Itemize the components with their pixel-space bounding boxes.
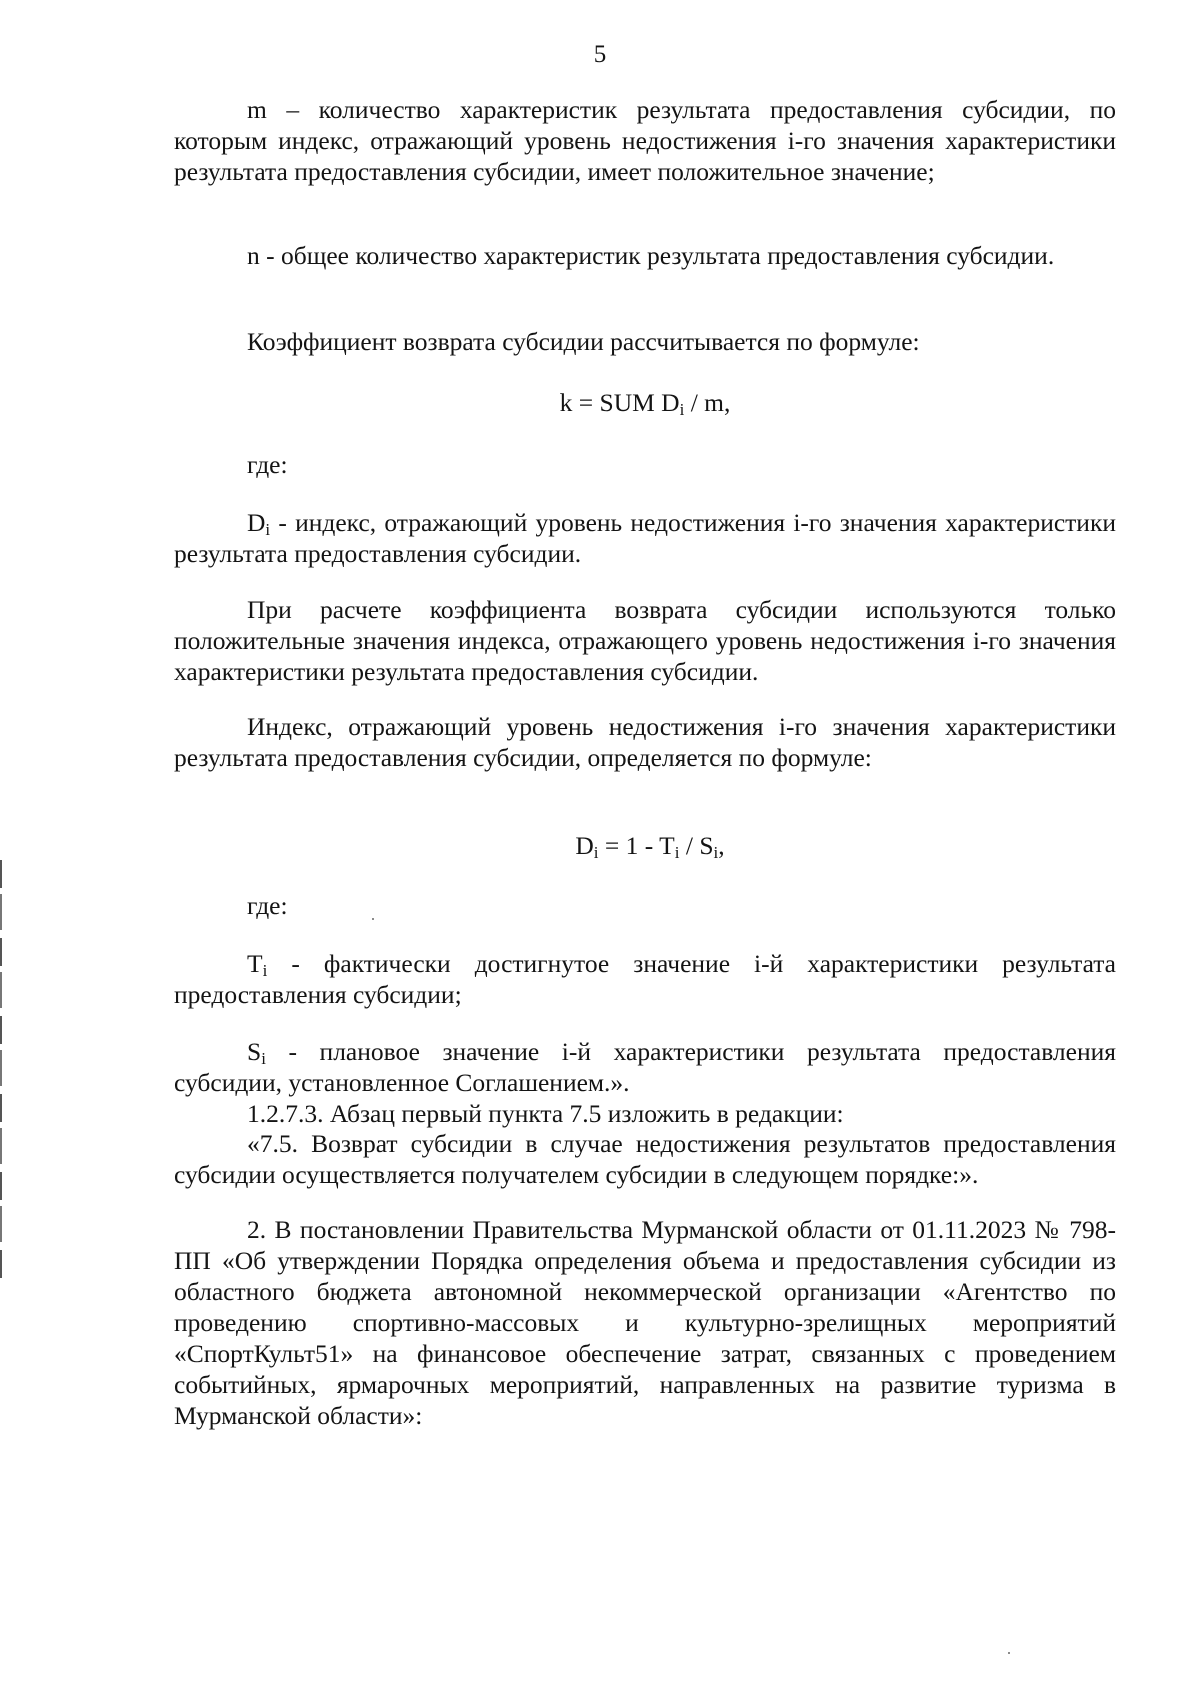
scan-dot: [372, 918, 374, 920]
paragraph-7-5: «7.5. Возврат субсидии в случае недостижения результатов предоставления субсидии осуществляется получателем субсидии в следующем порядке:».: [174, 1129, 1116, 1189]
scan-dot: [1008, 1652, 1010, 1654]
paragraph-d-definition: [174, 507, 1116, 569]
formula-k-sub: i: [679, 400, 685, 419]
formula-k-post: / m,: [684, 388, 731, 417]
where-label-2: где:: [247, 891, 288, 920]
paragraph-t-definition: [174, 948, 1116, 1010]
paragraph-item-2: 2. В постановлении Правительства Мурманской области от 01.11.2023 № 798-ПП «Об утверждении Порядка определения объема и предоставления субсидии из областного бюджета автономной некоммерческой организации «Агентство по проведению спортивно-массовых и культурно-зрелищных мероприятий «СпортКульт51» на финансовое обеспечение затрат, связанных с проведением событийных, ярмарочных мероприятий, направленных на развитие туризма в Мурманской области»:: [174, 1215, 1116, 1430]
formula-d-a-sub: i: [593, 843, 599, 862]
s-symbol: S: [247, 1037, 262, 1066]
t-symbol-sub: i: [262, 961, 268, 980]
formula-k-pre: k = SUM D: [559, 388, 680, 417]
page-number: 5: [593, 41, 607, 68]
where-label-1: где:: [247, 450, 288, 479]
paragraph-1-2-7-3: 1.2.7.3. Абзац первый пункта 7.5 изложить в редакции:: [247, 1099, 844, 1128]
formula-d: [0, 830, 1200, 861]
d-definition-text: - индекс, отражающий уровень недостижения i-го значения характеристики результата предоставления субсидии.: [174, 508, 1116, 568]
d-symbol-sub: i: [265, 520, 271, 539]
formula-d-b-sub: i: [674, 843, 680, 862]
t-definition-text: - фактически достигнутое значение i-й характеристики результата предоставления субсидии;: [174, 949, 1116, 1009]
formula-k: [0, 387, 1200, 418]
d-symbol: D: [247, 508, 266, 537]
t-symbol: T: [247, 949, 263, 978]
s-symbol-sub: i: [261, 1049, 266, 1068]
formula-d-b: = 1 - T: [598, 831, 675, 860]
paragraph-n-definition: n - общее количество характеристик результата предоставления субсидии.: [247, 241, 1055, 270]
formula-d-a: D: [575, 831, 594, 860]
paragraph-positive-values: При расчете коэффициента возврата субсидии используются только положительные значения индекса, отражающего уровень недостижения i-го значения характеристики результата предоставления субсидии.: [174, 595, 1116, 686]
formula-d-c-sub: i: [713, 843, 719, 862]
paragraph-coefficient-intro: Коэффициент возврата субсидии рассчитывается по формуле:: [247, 327, 920, 356]
paragraph-m-definition: m – количество характеристик результата предоставления субсидии, по которым индекс, отражающий уровень недостижения i-го значения характеристики результата предоставления субсидии, имеет положительное значение;: [174, 95, 1116, 186]
s-definition-text: - плановое значение i-й характеристики результата предоставления субсидии, установленное Соглашением.».: [174, 1037, 1116, 1097]
paragraph-s-definition: [174, 1036, 1116, 1098]
formula-d-d: ,: [718, 831, 725, 860]
formula-d-c: / S: [679, 831, 714, 860]
scan-edge-artifact: [0, 860, 2, 1280]
paragraph-index-intro: Индекс, отражающий уровень недостижения i-го значения характеристики результата предоставления субсидии, определяется по формуле:: [174, 712, 1116, 772]
